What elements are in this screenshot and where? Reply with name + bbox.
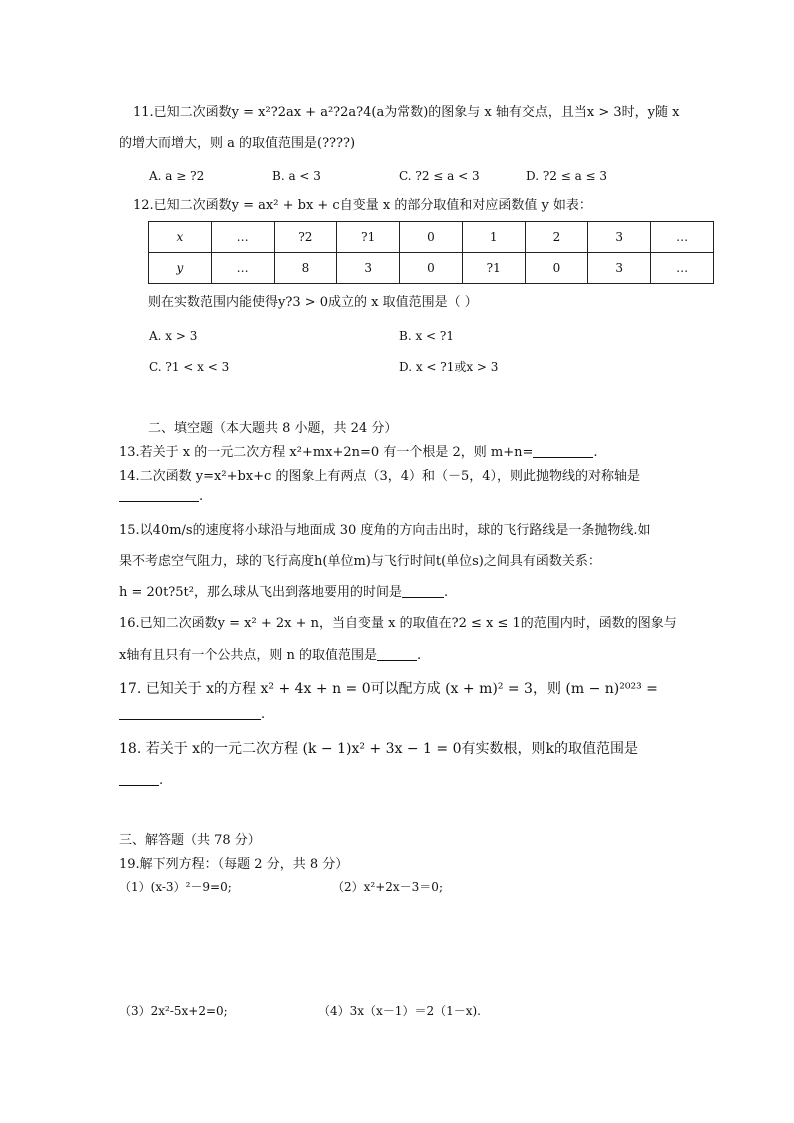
q16-answer-blank[interactable] [377,647,417,661]
section-2-title: 二、填空题（本大题共 8 小题，共 24 分） [148,421,398,436]
q13-period: . [593,445,598,460]
q11-line2: 的增大而增大，则 a 的取值范围是(????) [119,136,356,151]
table-cell: 3 [588,222,651,253]
q15-line2: 果不考虑空气阻力，球的飞行高度h(单位m)与飞行时间t(单位s)之间具有函数关系： [119,554,601,569]
table-header-x: x [149,222,212,253]
q11-option-d: D. ?2 ≤ a ≤ 3 [526,169,608,183]
table-cell: ?1 [462,253,525,284]
table-cell: 3 [337,253,400,284]
value-table [148,221,714,284]
table-cell: ?1 [337,222,400,253]
q15-answer-blank[interactable] [402,584,444,598]
table-cell: … [211,222,274,253]
table-row-x [149,222,714,253]
q15-text: h = 20t?5t²，那么球从飞出到落地要用的时间是 [119,585,402,600]
q11-line1: 11.已知二次函数y = x²?2ax + a²?2a?4(a为常数)的图象与 x 轴有交点，且当x > 3时，y随 x [133,105,680,120]
q18-answer-blank[interactable] [119,772,159,786]
q14-line1: 14.二次函数 y=x²+bx+c 的图象上有两点（3，4）和（－5，4），则此抛物线的对称轴是 [119,469,641,484]
table-cell: 2 [525,222,588,253]
section-3-title: 三、解答题（共 78 分） [119,833,261,848]
q19-part-1: （1）(x-3）²－9=0; [119,880,232,894]
q13-answer-blank[interactable] [533,444,593,458]
q14-line2 [119,488,203,506]
table-cell: … [211,253,274,284]
q16-line1: 16.已知二次函数y = x² + 2x + n，当自变量 x 的取值在?2 ≤ x ≤ 1的范围内时，函数的图象与 [119,616,677,631]
q11-option-a: A. a ≥ ?2 [149,169,205,183]
q16-text: x轴有且只有一个公共点，则 n 的取值范围是 [119,648,377,663]
q15-line1: 15.以40m/s的速度将小球沿与地面成 30 度角的方向击出时，球的飞行路线是一条抛物线.如 [119,523,651,538]
q14-answer-blank[interactable] [119,488,199,502]
q12-option-d: D. x < ?1或x > 3 [399,360,499,374]
q13-line [119,444,598,462]
q17-answer-blank[interactable] [119,706,261,720]
q12-option-c: C. ?1 < x < 3 [149,360,230,374]
q18-line: 18. 若关于 x的一元二次方程 (k − 1)x² + 3x − 1 = 0有实数根，则k的取值范围是 [119,741,638,757]
q19-part-3: （3）2x²-5x+2=0; [119,1004,228,1018]
q11-option-b: B. a < 3 [272,169,321,183]
q12-option-a: A. x > 3 [149,329,198,343]
table-cell: … [651,253,714,284]
q12-line1: 12.已知二次函数y = ax² + bx + c自变量 x 的部分取值和对应函数值 y 如表： [133,198,592,213]
q16-line2 [119,647,421,665]
table-row-y [149,253,714,284]
q15-period: . [443,585,449,600]
q15-line3 [119,584,448,602]
q14-period: . [199,489,204,504]
table-cell: ?2 [274,222,337,253]
q17-period: . [261,707,266,722]
q12-option-b: B. x < ?1 [399,329,454,343]
table-cell: … [651,222,714,253]
q18-period: . [159,773,164,788]
q17-answer-line [119,706,265,724]
q12-question: 则在实数范围内能使得y?3 > 0成立的 x 取值范围是（ ） [148,295,478,310]
table-cell: 0 [400,222,463,253]
q16-period: . [416,648,422,663]
table-cell: 0 [400,253,463,284]
table-cell: 0 [525,253,588,284]
q13-text: 13.若关于 x 的一元二次方程 x²+mx+2n=0 有一个根是 2，则 m+n= [119,445,534,460]
q11-option-c: C. ?2 ≤ a < 3 [399,169,480,183]
q19-part-4: （4）3x（x－1）＝2（1－x). [318,1004,481,1018]
table-cell: 3 [588,253,651,284]
table-cell: 1 [462,222,525,253]
q17-line: 17. 已知关于 x的方程 x² + 4x + n = 0可以配方成 (x + m)² = 3，则 (m − n)²⁰²³ = [119,681,658,697]
table-cell: 8 [274,253,337,284]
table-header-y: y [149,253,212,284]
q19-title: 19.解下列方程：（每题 2 分，共 8 分） [119,857,349,872]
q19-part-2: （2）x²+2x－3＝0; [332,880,443,894]
q18-answer-line [119,772,163,790]
